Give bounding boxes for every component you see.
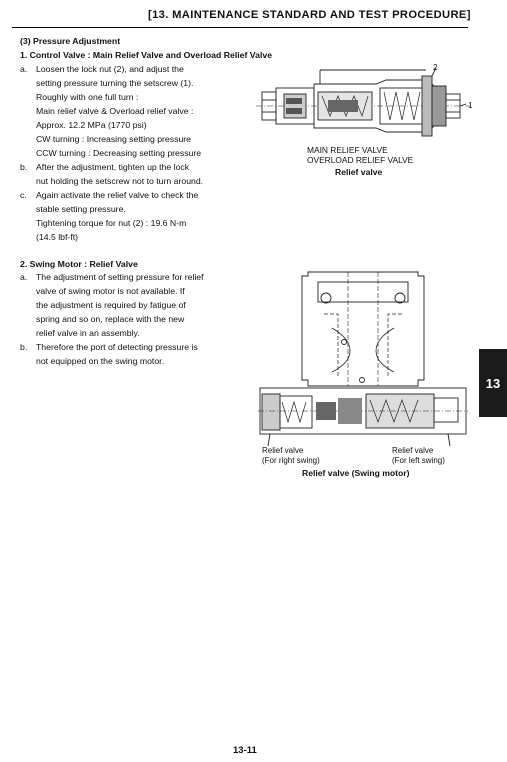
item2-a-marker: a. [20,272,28,282]
overload-relief-valve-label: OVERLOAD RELIEF VALVE [307,155,414,165]
item2-b-line: Therefore the port of detecting pressure is [36,342,198,352]
item1-c-marker: c. [20,190,27,200]
callout-2: 2 [433,63,438,72]
item2-a-line: The adjustment of setting pressure for relief [36,272,204,282]
left-relief-valve-label: Relief valve [262,446,304,455]
figure1-caption: Relief valve [335,167,383,177]
item1-a-line: Main relief valve & Overload relief valve : [36,106,194,116]
callout-1: 1 [468,101,473,110]
chapter-tab-label: 13 [485,375,501,391]
swing-motor-drawing [258,268,468,440]
item1-b-marker: b. [20,162,28,172]
page-header-title: [13. MAINTENANCE STANDARD AND TEST PROCEDURE] [148,9,471,21]
item1-b-line: After the adjustment, tighten up the lock [36,162,190,172]
item1-c-line: Tightening torque for nut (2) : 19.6 N-m [36,218,187,228]
page-number: 13-11 [233,745,257,756]
left-relief-valve-sublabel: (For right swing) [262,456,320,465]
item1-a-line: Roughly with one full turn : [36,92,139,102]
section-heading: (3) Pressure Adjustment [20,36,121,46]
item2-b-marker: b. [20,342,28,352]
figure2-caption: Relief valve (Swing motor) [302,468,410,478]
item1-a-marker: a. [20,64,28,74]
header-rule [12,27,468,28]
right-relief-valve-label: Relief valve [392,446,434,455]
item1-a-line: CW turning : Increasing setting pressure [36,134,191,144]
item1-c-line: stable setting pressure. [36,204,126,214]
item1-c-line: (14.5 lbf-ft) [36,232,79,242]
item2-a-line: relief valve in an assembly. [36,328,140,338]
item1-c-line: Again activate the relief valve to check the [36,190,199,200]
item2-a-line: valve of swing motor is not available. If [36,286,185,296]
item2-a-line: the adjustment is required by fatigue of [36,300,186,310]
item1-a-line: CCW turning : Decreasing setting pressure [36,148,202,158]
main-relief-valve-label: MAIN RELIEF VALVE [307,145,388,155]
item2-a-line: spring and so on, replace with the new [36,314,185,324]
item1-a-line: setting pressure turning the setscrew (1). [36,78,194,88]
chapter-tab [479,349,507,417]
item1-b-line: nut holding the setscrew not to turn around. [36,176,204,186]
item1-a-line: Loosen the lock nut (2), and adjust the [36,64,184,74]
item2-b-line: not equipped on the swing motor. [36,356,164,366]
right-relief-valve-sublabel: (For left swing) [392,456,445,465]
relief-valve-drawing [256,58,476,140]
item1-heading: 1. Control Valve : Main Relief Valve and Overload Relief Valve [20,50,273,60]
item1-a-line: Approx. 12.2 MPa (1770 psi) [36,120,147,130]
item2-heading: 2. Swing Motor : Relief Valve [20,259,138,269]
